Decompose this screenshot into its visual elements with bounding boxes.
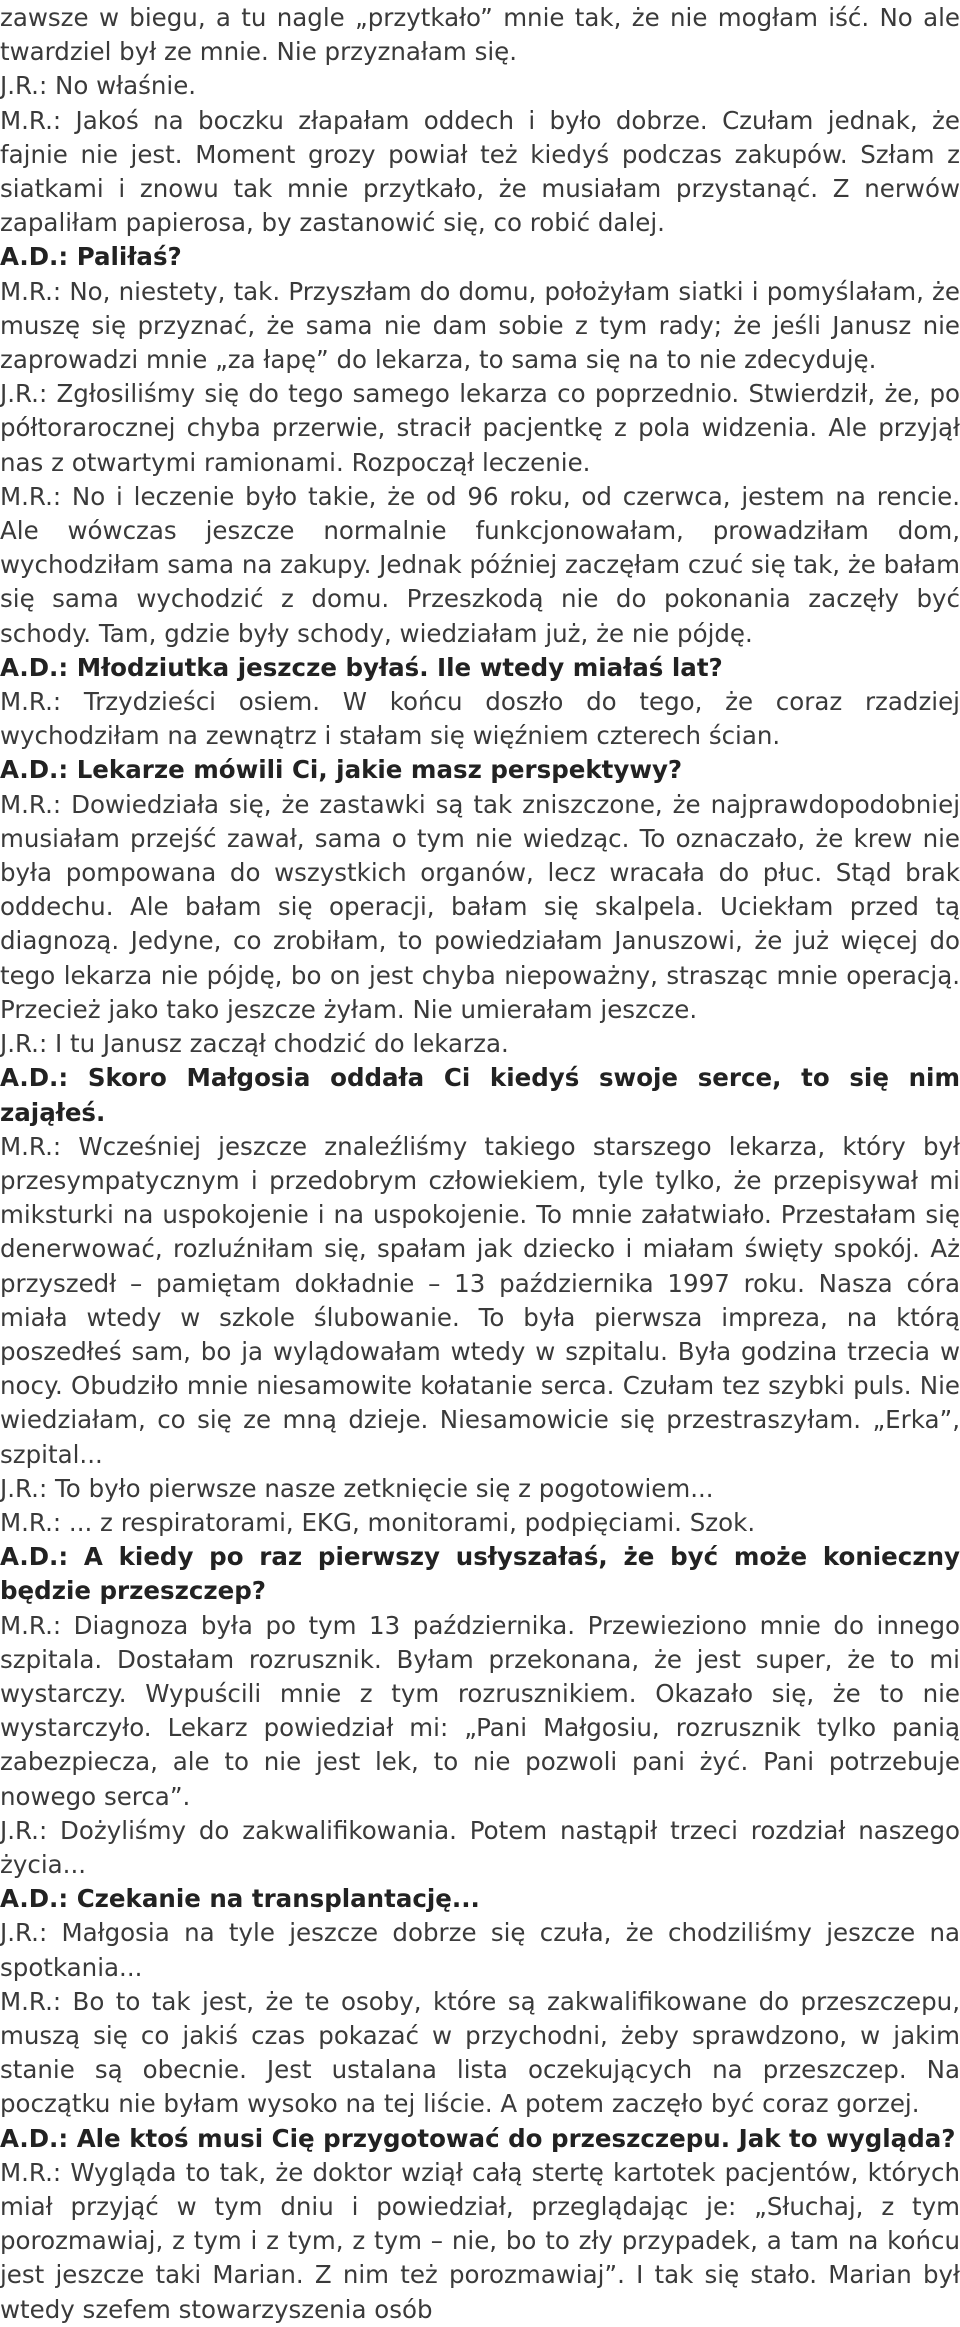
paragraph: M.R.: Dowiedziała się, że zastawki są tak zniszczone, że najprawdopodobniej musiałam przejść zawał, sama o tym nie wiedząc. To oznaczało, że krew nie była pompowana do wszystkich organów, lecz wracała do płuc. Stąd brak oddechu. Ale bałam się operacji, bałam się skalpela. Uciekłam przed tą diagnozą. Jedyne, co zrobiłam, to powiedziałam Januszowi, że już więcej do tego lekarza nie pójdę, bo on jest chyba niepoważny, strasząc mnie operacją. Przecież jako tako jeszcze żyłam. Nie umierałam jeszcze. [0,789,960,1024]
question-paragraph: A.D.: Czekanie na transplantację... [0,1884,480,1914]
question-paragraph: A.D.: Lekarze mówili Ci, jakie masz perspektywy? [0,755,683,785]
paragraph: M.R.: No i leczenie było takie, że od 96 roku, od czerwca, jestem na rencie. Ale wówczas jeszcze normalnie funkcjonowałam, prowadziłam dom, wychodziłam sama na zakupy. Jednak później zaczęłam czuć się tak, że bałam się sama wychodzić z domu. Przeszkodą nie do pokonania zaczęły być schody. Tam, gdzie były schody, wiedziałam już, że nie pójdę. [0,481,960,648]
paragraph: M.R.: Wcześniej jeszcze znaleźliśmy takiego starszego lekarza, który był przesympatycznym i przedobrym człowiekiem, tyle tylko, że przepisywał mi miksturki na uspokojenie i na uspokojenie. To mnie załatwiało. Przestałam się denerwować, rozluźniłam się, spałam jak dziecko i miałam święty spokój. Aż przyszedł – pamiętam dokładnie – 13 października 1997 roku. Nasza córa miała wtedy w szkole ślubowanie. To była pierwsza impreza, na którą poszedłeś sam, bo ja wylądowałam wtedy w szpitalu. Była godzina trzecia w nocy. Obudziło mnie niesamowite kołatanie serca. Czułam tez szybki puls. Nie wiedziałam, co się ze mną dzieje. Niesamowicie się przestraszyłam. „Erka”, szpital... [0,1131,960,1469]
paragraph: J.R.: Zgłosiliśmy się do tego samego lekarza co poprzednio. Stwierdził, że, po półtorarocznej chyba przerwie, stracił pacjentkę z pola widzenia. Ale przyjął nas z otwartymi ramionami. Rozpoczął leczenie. [0,379,960,477]
paragraph: J.R.: I tu Janusz zaczął chodzić do lekarza. [0,1029,509,1059]
question-paragraph: A.D.: A kiedy po raz pierwszy usłyszałaś, że być może konieczny będzie przeszczep? [0,1542,960,1606]
question-paragraph: A.D.: Paliłaś? [0,242,182,272]
paragraph: M.R.: Jakoś na boczku złapałam oddech i było dobrze. Czułam jednak, że fajnie nie jest. Moment grozy powiał też kiedyś podczas zakupów. Szłam z siatkami i znowu tak mnie przytkało, że musiałam przystanąć. Z nerwów zapaliłam papierosa, by zastanowić się, co robić dalej. [0,105,960,238]
paragraph: J.R.: To było pierwsze nasze zetknięcie się z pogotowiem... [0,1473,714,1503]
paragraph: M.R.: Diagnoza była po tym 13 października. Przewieziono mnie do innego szpitala. Dostałam rozrusznik. Byłam przekonana, że jest super, że to mi wystarczy. Wypuścili mnie z tym rozrusznikiem. Okazało się, że to nie wystarczyło. Lekarz powiedział mi: „Pani Małgosiu, rozrusznik tylko panią zabezpiecza, ale to nie jest lek, to nie pozwoli pani żyć. Pani potrzebuje nowego serca”. [0,1610,960,1811]
paragraph: zawsze w biegu, a tu nagle „przytkało” mnie tak, że nie mogłam iść. No ale twardziel był ze mnie. Nie przyznałam się. [0,3,960,67]
paragraph: M.R.: Trzydzieści osiem. W końcu doszło do tego, że coraz rzadziej wychodziłam na zewnątrz i stałam się więźniem czterech ścian. [0,687,960,751]
paragraph: M.R.: Wygląda to tak, że doktor wziął całą stertę kartotek pacjentów, których miał przyjąć w tym dniu i powiedział, przeglądając je: „Słuchaj, z tym porozmawiaj, z tym i z tym, z tym – nie, bo to zły przypadek, a tam na końcu jest jeszcze taki Marian. Z nim też porozmawiaj”. I tak się stało. Marian był wtedy szefem stowarzyszenia osób [0,2157,960,2324]
paragraph: M.R.: Bo to tak jest, że te osoby, które są zakwalifikowane do przeszczepu, muszą się co jakiś czas pokazać w przychodni, żeby sprawdzono, w jakim stanie są obecnie. Jest ustalana lista oczekujących na przeszczep. Na początku nie byłam wysoko na tej liście. A potem zaczęło być coraz gorzej. [0,1986,960,2119]
paragraph: J.R.: Dożyliśmy do zakwalifikowania. Potem nastąpił trzeci rozdział naszego życia... [0,1815,960,1879]
paragraph: M.R.: ... z respiratorami, EKG, monitorami, podpięciami. Szok. [0,1507,756,1537]
paragraph: J.R.: Małgosia na tyle jeszcze dobrze się czuła, że chodziliśmy jeszcze na spotkania... [0,1918,960,1982]
question-paragraph: A.D.: Ale ktoś musi Cię przygotować do przeszczepu. Jak to wygląda? [0,2123,956,2153]
paragraph: M.R.: No, niestety, tak. Przyszłam do domu, położyłam siatki i pomyślałam, że muszę się przyznać, że sama nie dam sobie z tym rady; że jeśli Janusz nie zaprowadzi mnie „za łapę” do lekarza, to sama się na to nie zdecyduję. [0,276,960,375]
question-paragraph: A.D.: Młodziutka jeszcze byłaś. Ile wtedy miałaś lat? [0,652,723,682]
question-paragraph: A.D.: Skoro Małgosia oddała Ci kiedyś swoje serce, to się nim zająłeś. [0,1063,960,1127]
paragraph: J.R.: No właśnie. [0,71,197,101]
